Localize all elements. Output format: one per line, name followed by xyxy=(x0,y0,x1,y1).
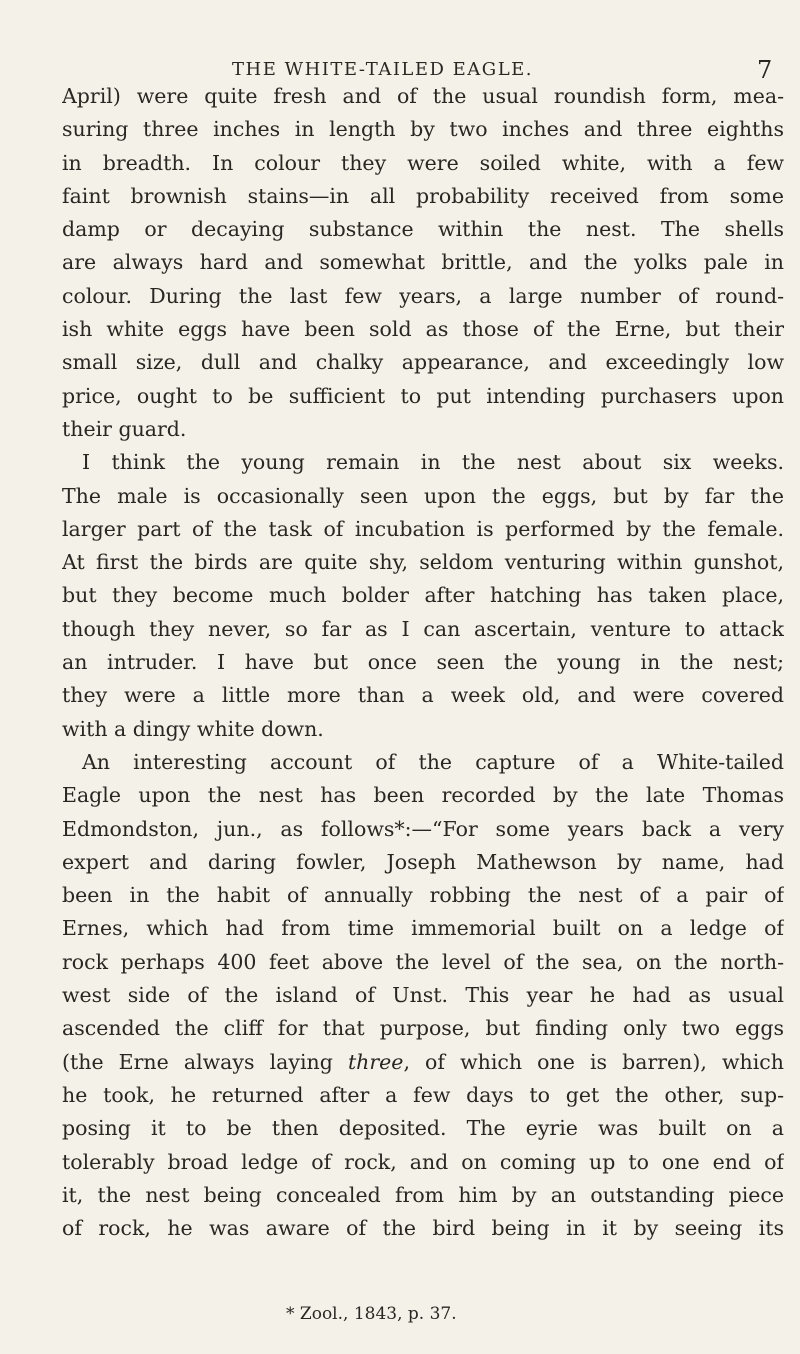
line-segment: , of which one is barren), which xyxy=(403,1049,784,1074)
text-line: they were a little more than a week old, and were covered xyxy=(62,683,784,708)
text-line: but they become much bolder after hatching has taken place, xyxy=(62,583,784,608)
footnote: * Zool., 1843, p. 37. xyxy=(286,1304,457,1324)
text-line: price, ought to be sufficient to put intending purchasers upon xyxy=(62,383,784,408)
paragraph-first-line: An interesting account of the capture of a White-tailed xyxy=(82,749,784,774)
paragraph-first-line: I think the young remain in the nest about six weeks. xyxy=(82,450,784,475)
text-line: an intruder. I have but once seen the young in the nest; xyxy=(62,650,784,675)
text-line: though they never, so far as I can ascertain, venture to attack xyxy=(62,616,784,641)
paragraph-end-line: with a dingy white down. xyxy=(62,716,324,741)
text-line: posing it to be then deposited. The eyrie was built on a xyxy=(62,1116,784,1141)
text-line: ascended the cliff for that purpose, but finding only two eggs xyxy=(62,1016,784,1041)
text-line: expert and daring fowler, Joseph Mathewson by name, had xyxy=(62,849,784,874)
text-line: suring three inches in length by two inches and three eighths xyxy=(62,117,784,142)
text-line: he took, he returned after a few days to get the other, sup- xyxy=(62,1082,784,1107)
text-line: it, the nest being concealed from him by an outstanding piece xyxy=(62,1182,784,1207)
paragraph-end-line: their guard. xyxy=(62,416,187,441)
text-line: colour. During the last few years, a large number of round- xyxy=(62,283,784,308)
text-line: in breadth. In colour they were soiled white, with a few xyxy=(62,150,784,175)
text-line: faint brownish stains—in all probability received from some xyxy=(62,183,784,208)
text-line: At first the birds are quite shy, seldom venturing within gunshot, xyxy=(62,550,784,575)
text-line: Ernes, which had from time immemorial built on a ledge of xyxy=(62,916,784,941)
running-title: THE WHITE-TAILED EAGLE. xyxy=(232,59,534,80)
italic-word: three xyxy=(347,1049,404,1074)
line-segment: (the Erne always laying xyxy=(62,1049,348,1074)
text-line: small size, dull and chalky appearance, and exceedingly low xyxy=(62,350,784,375)
text-line: of rock, he was aware of the bird being in it by seeing its xyxy=(62,1216,784,1241)
text-line: larger part of the task of incubation is performed by the female. xyxy=(62,516,784,541)
text-line: west side of the island of Unst. This year he had as usual xyxy=(62,983,784,1008)
page-number: 7 xyxy=(757,56,773,84)
text-line: damp or decaying substance within the nest. The shells xyxy=(62,217,784,242)
text-line: Edmondston, jun., as follows*:—“For some years back a very xyxy=(62,816,784,841)
text-line: Eagle upon the nest has been recorded by the late Thomas xyxy=(62,783,784,808)
text-line: tolerably broad ledge of rock, and on coming up to one end of xyxy=(62,1149,784,1174)
text-line: The male is occasionally seen upon the eggs, but by far the xyxy=(62,483,784,508)
text-line: rock perhaps 400 feet above the level of the sea, on the north- xyxy=(62,949,784,974)
body-text xyxy=(62,80,784,1245)
text-line-with-italic xyxy=(62,1046,784,1079)
text-line: been in the habit of annually robbing the nest of a pair of xyxy=(62,883,784,908)
text-line: are always hard and somewhat brittle, and the yolks pale in xyxy=(62,250,784,275)
text-line: ish white eggs have been sold as those of the Erne, but their xyxy=(62,317,784,342)
text-line: April) were quite fresh and of the usual roundish form, mea- xyxy=(62,84,784,108)
